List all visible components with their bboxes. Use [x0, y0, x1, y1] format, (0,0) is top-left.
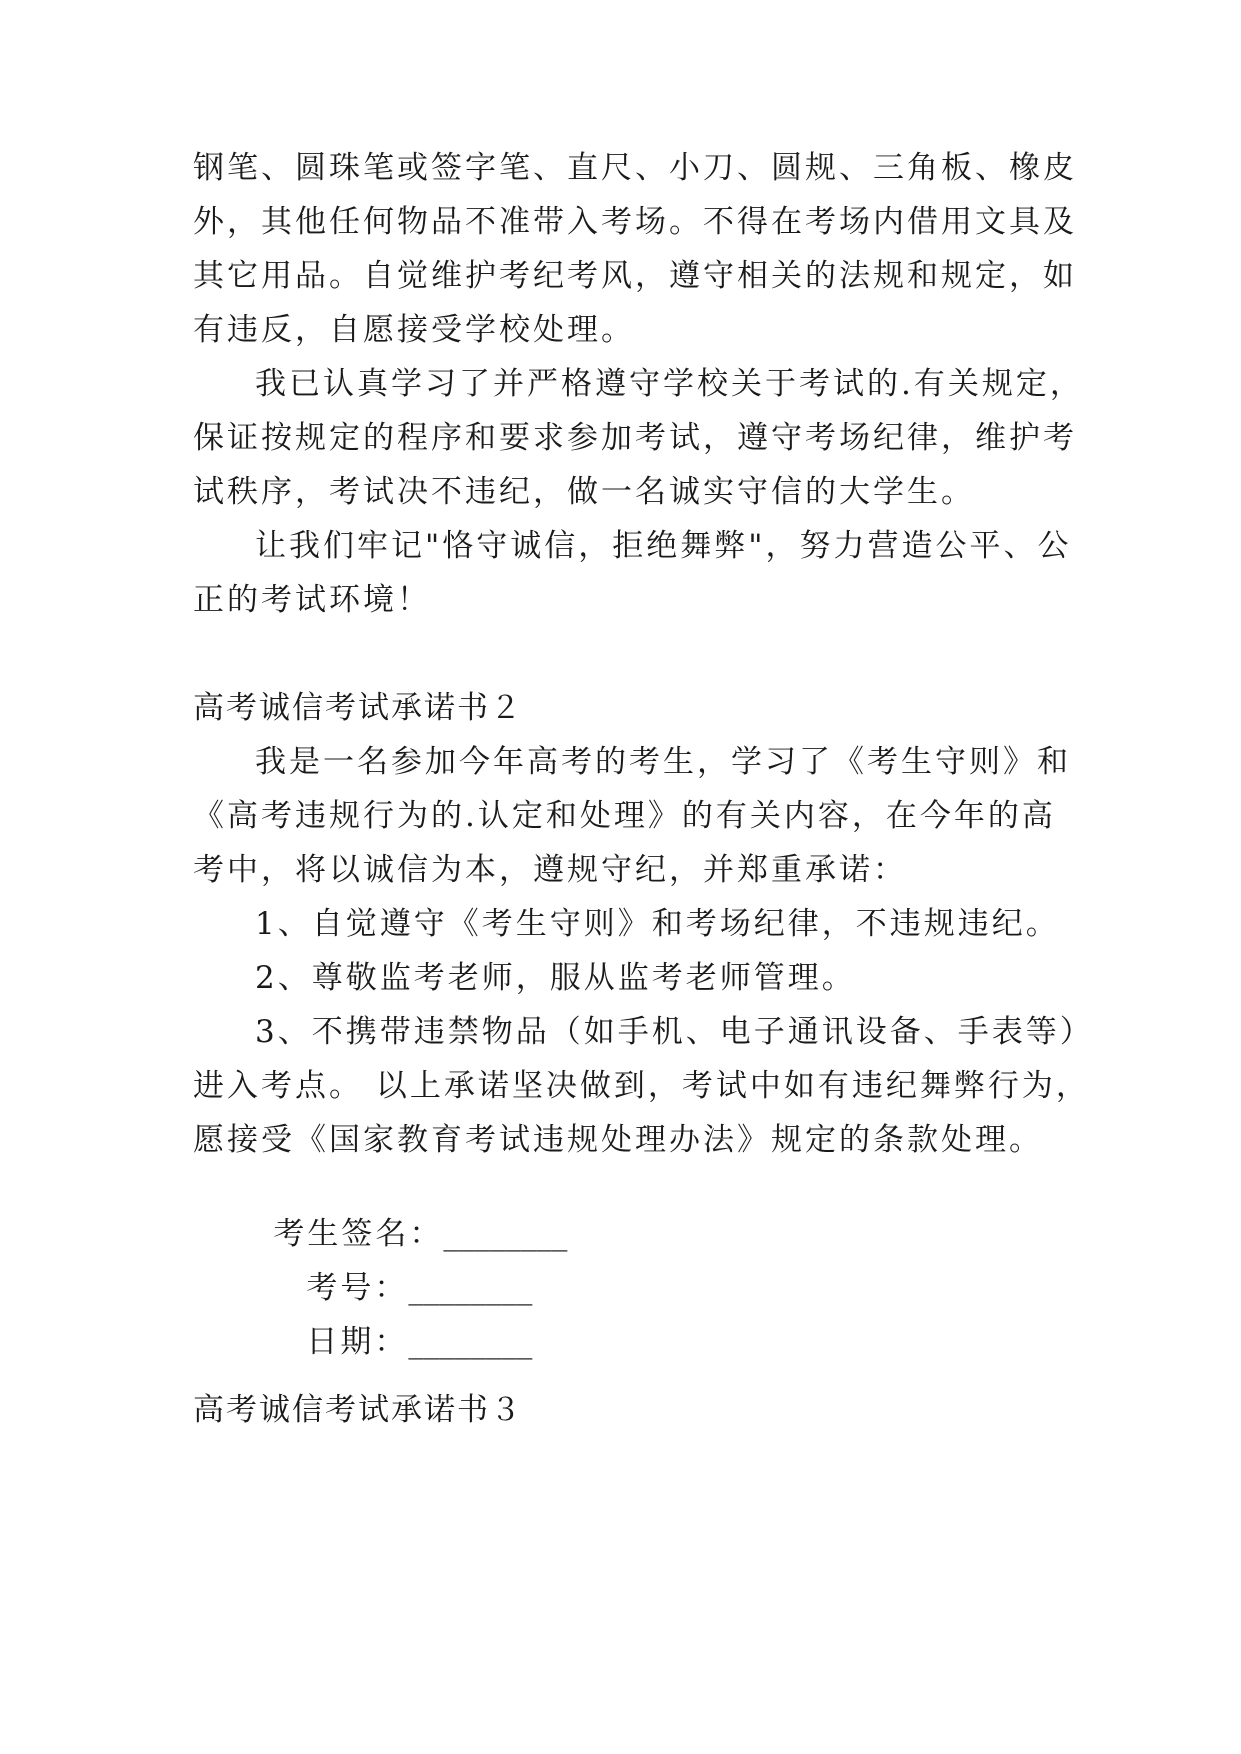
continuation-line-4: 有违反，自愿接受学校处理。 — [193, 312, 635, 348]
study-paragraph-line-3: 试秩序，考试决不违纪，做一名诚实守信的大学生。 — [193, 474, 975, 510]
pledge-item-2: 2、尊敬监考老师，服从监考老师管理。 — [255, 960, 856, 996]
section-3-title: 高考诚信考试承诺书３ — [193, 1392, 523, 1428]
slogan-paragraph-line-2: 正的考试环境！ — [193, 582, 431, 618]
signature-date-row — [255, 1282, 532, 1402]
continuation-line-2: 外，其他任何物品不准带入考场。不得在考场内借用文具及 — [193, 204, 1077, 240]
slogan-paragraph-line-1: 让我们牢记"恪守诚信，拒绝舞弊"，努力营造公平、公 — [255, 528, 1072, 564]
signature-date-label: 日期： — [306, 1324, 409, 1360]
continuation-line-3: 其它用品。自觉维护考纪考风，遵守相关的法规和规定，如 — [193, 258, 1077, 294]
section-2-closing-line-2: 愿接受《国家教育考试违规处理办法》规定的条款处理。 — [193, 1122, 1043, 1158]
section-2-closing-line-1: 进入考点。 以上承诺坚决做到，考试中如有违纪舞弊行为， — [193, 1068, 1090, 1104]
signature-number-blank: ________ — [408, 1270, 533, 1306]
section-2-intro-line-1: 我是一名参加今年高考的考生，学习了《考生守则》和 — [255, 744, 1071, 780]
pledge-item-1: 1、自觉遵守《考生守则》和考场纪律，不违规违纪。 — [255, 906, 1060, 942]
signature-number-label: 考号： — [306, 1270, 409, 1306]
section-2-intro-line-3: 考中，将以诚信为本，遵规守纪，并郑重承诺： — [193, 852, 907, 888]
pledge-item-3: 3、不携带违禁物品（如手机、电子通讯设备、手表等） — [255, 1014, 1094, 1050]
section-2-title: 高考诚信考试承诺书２ — [193, 690, 523, 726]
signature-date-blank: ________ — [408, 1324, 533, 1360]
section-2-intro-line-2: 《高考违规行为的.认定和处理》的有关内容，在今年的高 — [193, 798, 1056, 834]
signature-name-blank: ________ — [443, 1216, 568, 1252]
study-paragraph-line-2: 保证按规定的程序和要求参加考试，遵守考场纪律，维护考 — [193, 420, 1077, 456]
study-paragraph-line-1: 我已认真学习了并严格遵守学校关于考试的.有关规定， — [255, 366, 1084, 402]
signature-name-label: 考生签名： — [273, 1216, 444, 1252]
continuation-line-1: 钢笔、圆珠笔或签字笔、直尺、小刀、圆规、三角板、橡皮 — [193, 150, 1077, 186]
